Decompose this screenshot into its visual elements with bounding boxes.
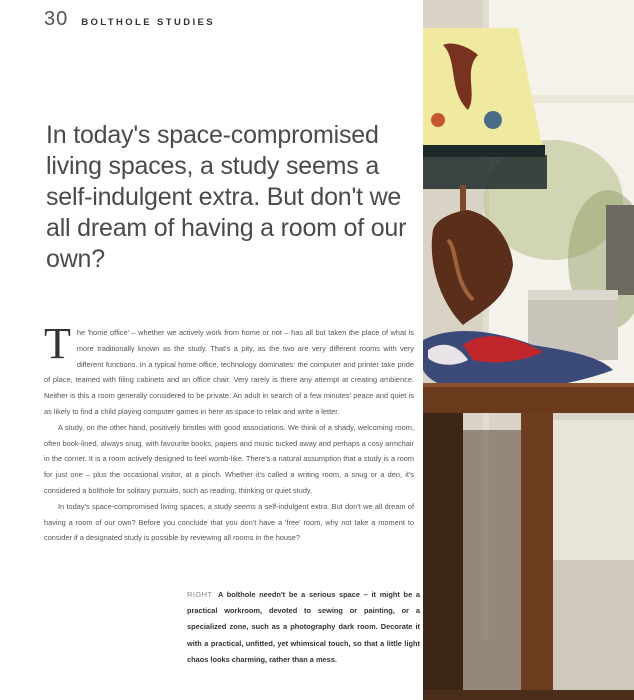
storage-box-lid <box>528 290 618 300</box>
page-number: 30 <box>44 8 69 30</box>
body-paragraph-1-text: he 'home office' – whether we actively work from home or not – has all but taken the place of what is more traditionally known as the study. That's a pity, as the two are very different rooms with very different functions. In a typical home office, technology dominates: the computer and printer take pride of place, teamed with filing cabinets and an office chair. Very rarely is there any attempt at creating ambience. Neither is this a room generally considered to be private. An adult in search of a few minutes' peace and quiet is as likely to find a child playing computer games in here as space to relax and write a letter. <box>44 328 414 416</box>
lampshade-dot-2 <box>431 113 445 127</box>
shelf-edge <box>606 205 634 295</box>
lampshade-dot <box>484 111 502 129</box>
caption-label: RIGHT <box>187 590 213 599</box>
tabletop-edge <box>423 383 634 387</box>
pull-quote: In today's space-compromised living spaces, a study seems a self-indulgent extra. But don't we all dream of having a room of our own? <box>46 121 407 273</box>
body-paragraph-3: In today's space-compromised living spaces, a study seems a self-indulgent extra. But don't we all dream of having a room of our own? Before you conclude that you don't have a 'free' room, why not take a moment to consider if a designated study is possible by reviewing all rooms in the house? <box>44 501 414 543</box>
section-title: BOLTHOLE STUDIES <box>81 17 216 28</box>
lamp-fringe <box>423 155 547 189</box>
table-leg-left <box>423 413 463 700</box>
floor-edge <box>423 690 634 700</box>
table-leg-front <box>521 413 553 700</box>
page-header <box>44 8 215 34</box>
photo-illustration <box>423 0 634 700</box>
photo-caption <box>187 587 420 668</box>
body-paragraph-1 <box>44 319 414 420</box>
interior-photo <box>423 0 634 700</box>
article-body <box>44 319 414 546</box>
caption-text: A bolthole needn't be a serious space – it might be a practical workroom, devoted to sewing or painting, or a specialized zone, such as a photography dark room. Decorate it with a practical, unfitted, yet whimsical touch, so that a little light chaos looks charming, rather than a mess. <box>187 590 420 664</box>
under-table-shadow <box>463 430 521 700</box>
tabletop <box>423 385 634 413</box>
drop-cap: T <box>44 319 71 368</box>
floor-area <box>553 560 634 700</box>
body-paragraph-2: A study, on the other hand, positively bristles with good associations. We think of a shady, welcoming room, often book-lined, always snug, with favourite books, papers and music tucked away and perhaps a cosy armchair in the corner. It is a room actively designed to feel womb-like. There's a natural assumption that a study is a room for just one – plus the occasional visitor, at a pinch. Whether it's called a writing room, a snug or a den, it's considered a bolthole for solitary pursuits, such as reading, thinking or quiet study. <box>44 422 414 495</box>
